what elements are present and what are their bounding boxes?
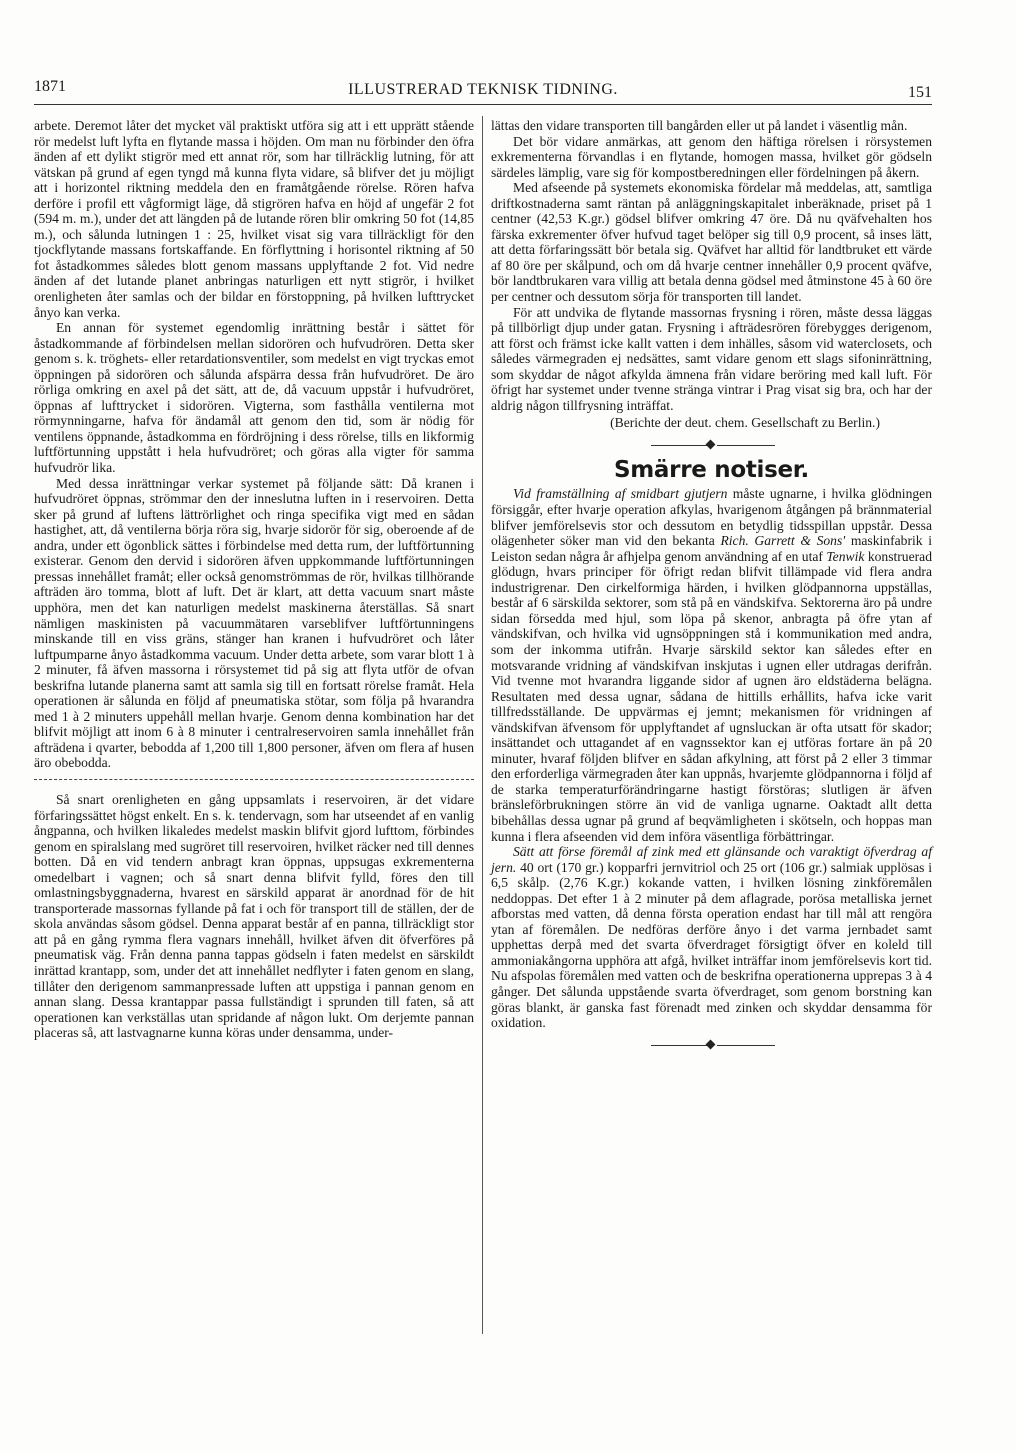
notice-1-firm: Rich. Garrett & Sons' [720, 533, 846, 549]
page-header [34, 78, 932, 100]
notice-2 [491, 844, 932, 1031]
ornament-line-right [717, 445, 775, 446]
left-paragraph-2: En annan för systemet egendomlig inrättning består i sättet för åstadkommande af förbindelsen mellan sidorören och hufvudrören. Detta sker genom s. k. tröghets- eller retardationsventiler, som medelst en vigt tryckas emot öppningen på sidorören och sålunda afspärra dessa från hufvudröret. De äro rörliga omkring en axel på det sätt, att de, då vacuum uppstår i hufvudröret, öppnas af lufttrycket i sidorören. Vigterna, som fasthålla ventilerna mot rörmynningarne, hafva för ändamål att genom den tid, som är nödig för ventilens öppnande, åstadkomma en fördröjning i dess rörelse, tills en likformig luftförtunning uppstått i hela hufvudröret; och göras alla vigter för samma hufvudrör lika. [34, 320, 474, 476]
right-paragraph-4: För att undvika de flytande massornas frysning i rören, måste dessa läggas på tillbörligt djup under gatan. Frysning i afträdesrören förebygges derigenom, att först och främst icke kallt vatten i dem inhälles, såsom vid waterclosets, och således värmegraden ej nedsättes, samt vidare genom ett slags sifoninrättning, som skyddar de något afkylda ämnena från vidare beröring med kall luft. För öfrigt har systemet under tvenne stränga vintrar i Prag visat sig bra, och har der aldrig någon tillfrysning inträffat. [491, 304, 932, 413]
column-divider [482, 116, 483, 1334]
notice-1-lead: Vid framställning af smidbart gjutjern [513, 486, 728, 502]
right-column [491, 118, 932, 1063]
ornament-line-right [717, 1045, 775, 1046]
notice-2-text: 40 ort (170 gr.) kopparfri jernvitriol och 25 ort (106 gr.) salmiak upplösas i 6,5 skålp. (2,76 K.gr.) kokande vatten, i hvilken lösning zinkföremålen neddoppas. Det efter 1 à 2 minuter på dem aflagrade, porösa metalliska jernet afborstas med vatten, då denna första operation endast har till mål att rengöra ytan af föremålen. De nedföras derföre ånyo i det varma jernbadet samt upphettas derpå med det svarta öfverdraget försigtigt öfver en koleld till ammoniakångorna upphöra att afgå, hvilket inträffar inom jemförelsevis kort tid. Nu afspolas föremålen med vatten och de beskrifna operationerna upprepas 3 à 4 gånger. Det sålunda uppstående svarta öfverdraget, som genom borstning kan göras blankt, är ganska fast förenadt med zinken och skyddar densamma för oxidation. [491, 859, 932, 1031]
notice-1-text-3: konstruerad glödugn, hvars principer för öfrigt redan blifvit tillämpade vid flera andra industrigrenar. Den cirkelformiga härden, i hvilken glödpannorna uppställas, består af 6 särskilda sektorer, som stå på en vändskifva. Sektorerna äro på undre sidan försedda med hjul, som löpa på skenor, anbragta på öfre ytan af vändskifvan, och hvilka vid ugnsöppningen stå i kommunikation med andra, som der inkomma utifrån. Hvarje särskild sektor kan således efter en motsvarande vridning af vändskifvan inskjutas i ugnen eller utdragas derifrån. Vid tvenne mot hvarandra liggande sidor af ugnen äro eldstäderna belägna. Resultaten med dessa ugnar, sådana de hittills erhållits, hafva icke varit tillfredsställande. De uppvärmas ej jemnt; mekanismen för vridningen af vändskifvan äfvensom för upplyftandet af ugnsluckan är ofta utsatt för skador; insättandet och uttagandet af en vagnssektor kan ej utföras fortare än på 20 minuter, hvaraf följden blifver en sådan afkylning, att först på 2 eller 3 timmar den erforderliga värmegraden åter kan uppnås, hvarjemte glödpannorna i följd af de starka temperaturförändringarne hastigt förstöras; slutligen är äfven bränsleförbrukningen större än vid de vanliga ugnarne. Oaktadt allt detta bibehållas dessa ugnar på grund af beqvämligheten i skötseln, och hoppas man kunna i flera afseenden vid dem införa väsentliga förbättringar. [491, 548, 932, 844]
header-rule [34, 104, 932, 105]
left-column [34, 118, 474, 1041]
right-paragraph-2: Det bör vidare anmärkas, att genom den häftiga rörelsen i rörsystemen exkrementerna förvandlas i en flytande, homogen massa, hvilket gör gödseln särdeles lämplig, vare sig för kompostberedningen eller fördelningen på åkern. [491, 133, 932, 180]
diamond-icon [706, 439, 716, 449]
notice-1-person: Tenwik [826, 548, 865, 564]
diamond-icon [706, 1039, 716, 1049]
notice-1-text-2: maskinfabrik i Leiston sedan några år afhjelpa genom användning af en utaf [491, 533, 932, 564]
section-heading: Smärre notiser. [614, 456, 809, 483]
right-paragraph-3: Med afseende på systemets ekonomiska fördelar må meddelas, att, samtliga driftkostnaderna samt räntan på anläggningskapitalet inberäknade, priset på 1 centner (42,53 K.gr.) gödsel blifver omkring 47 öre. Då nu qväfvehalten hos färska exkrementer öfver hufvud taget belöper sig till 0,9 procent, så inses lätt, att detta förfaringssätt bör betala sig. Qväfvet har alltid för landtbruket ett värde af 80 öre per skålpund, och om då hvarje centner innehåller 0,9 procent qväfve, bör landtbrukaren vara villig att betala denna gödsel med åtminstone 45 à 60 öre per centner och dessutom sörja för transporten till landet. [491, 180, 932, 305]
notice-1 [491, 486, 932, 844]
left-paragraph-1: arbete. Deremot låter det mycket väl praktiskt utföra sig att i ett upprätt stående rör medelst luft lyfta en flytande massa i höjden. Om man nu förbinder den öfra änden af ett dylikt stigrör med ett annat rör, som har tillräcklig lutning, för att vätskan på grund af egen tyngd må kunna flyta vidare, så blifver det ju möjligt att i horizontel riktning meddela den en framåtgående rörelse. Rören hafva derföre i profil ett vågformigt läge, då stigrören hafva en höjd af ungefär 2 fot (594 m. m.), under det att längden på de lutande rören blir omkring 50 fot (14,85 m.), och sålunda lutningen 1 : 25, hvilket visat sig vara tillräckligt för den tjockflytande massans fortskaffande. En förflyttning i horisontel riktning af 50 fot åstadkommes således blott genom massans upplyftande 2 fot. Vid nedre änden af det lutande planet anbringas naturligen ett nytt stigrör, i hvilket orenligheten åter samlas och der bildar en förstoppning, på hvilken lufttrycket ånyo kan verka. [34, 118, 474, 320]
source-credit: (Berichte der deut. chem. Gesellschaft zu Berlin.) [610, 415, 880, 431]
dashed-separator [34, 779, 474, 780]
left-paragraph-3: Med dessa inrättningar verkar systemet på följande sätt: Då kranen i hufvudröret öppnas, strömmar den der inneslutna luften in i reservoiren. Detta sker på grund af luftens lättrörlighet och ringa specifika vigt med en sådan hastighet, att, då ventilerna börja röra sig, hvarje sidorör för sig, oberoende af de andra, under ett ögonblick sättes i förbindelse med detta rum, der luftförtunning existerar. Genom den dervid i sidorören äfven uppkommande luftförtunningen pressas innehållet framåt; eller också genomströmmas de rör, hvilkas tillhörande afträden äro tomma, blott af luft. Det är klart, att detta vacuum snart måste upphöra, men det kan naturligen medelst maskinerna återställas. Så snart nämligen maskinisten på vacuummätaren varseblifver luftförtunningens minskande till en viss gräns, stänger han kranen i hufvudröret och låter luftpumparne ånyo åstadkomma vacuum. Under detta arbete, som varar blott 1 à 2 minuter, få äfven massorna i rörsystemet tid på sig att flyta utför de ofvan beskrifna lutande planerna samt att samla sig till en fortsatt rörelse framåt. Hela operationen är sålunda en följd af pneumatiska stötar, som följa på hvarandra med 1 à 2 minuters uppehåll mellan hvarje. Genom denna kombination har det blifvit möjligt att inom 6 à 8 minuter i centralreservoiren samla innehållet från afträdena i qvarter, bebodda af 1,200 till 1,800 personer, äfven om flera af husen äro obebodda. [34, 475, 474, 771]
volume-year: 1871 [34, 78, 66, 95]
journal-title: ILLUSTRERAD TEKNISK TIDNING. [348, 81, 618, 98]
ornament-line-left [651, 445, 709, 446]
page-number: 151 [908, 84, 932, 101]
notice-1-text: måste ugnarne, i hvilka glödningen försiggår, efter hvarje operation afkylas, hvarigenom åtgången på brännmaterial blifver jemförelsevis stor och dessutom en betydlig tidsspillan uppstår. Dessa olägenheter söker man vid den bekanta [491, 486, 932, 549]
ornament-divider [491, 439, 932, 453]
ornament-line-left [651, 1045, 709, 1046]
notice-2-lead: Sätt att förse föremål af zink med ett glänsande och varaktigt öfverdrag af jern. [491, 844, 932, 875]
ornament-divider-end [491, 1039, 932, 1053]
left-paragraph-4: Så snart orenligheten en gång uppsamlats i reservoiren, är det vidare förfaringssättet högst enkelt. En s. k. tendervagn, som har utseendet af en vanlig ångpanna, och hvilken likaledes medelst maskin blifvit gjord lufttom, förbindes genom en spiralslang med sugröret till reservoiren, hvilket räcker ned till dennes botten. Då en vid tendern anbragt kran öppnas, uppsugas exkrementerna omedelbart i vagnen; och så snart denna blifvit fylld, föres den till omlastningsbyggnaderna, hvarest en särskild apparat är anordnad för de hit transporterade massornas fyllande på fat i och för transport till de ställen, der de skola användas såsom gödsel. Denna apparat består af en panna, tillräckligt stor att på en gång rymma flera vagnars innehåll, hvilket äfven dit öfverföres på pneumatisk väg. Från denna panna tappas gödseln i faten medelst en särskildt inrättad krantapp, som, under det att innehållet nedflyter i faten genom en slang, tillåter den derigenom sammanpressade luften att uppstiga i pannan genom en annan slang. Dessa krantappar passa fullständigt i sprunden till faten, så att operationen kan verkställas utan spridande af någon lukt. Om derjemte pannan placeras så, att lastvagnarne kunna köras under densamma, under- [34, 791, 474, 1041]
right-paragraph-1: lättas den vidare transporten till bangården eller ut på landet i väsentlig mån. [491, 118, 908, 133]
